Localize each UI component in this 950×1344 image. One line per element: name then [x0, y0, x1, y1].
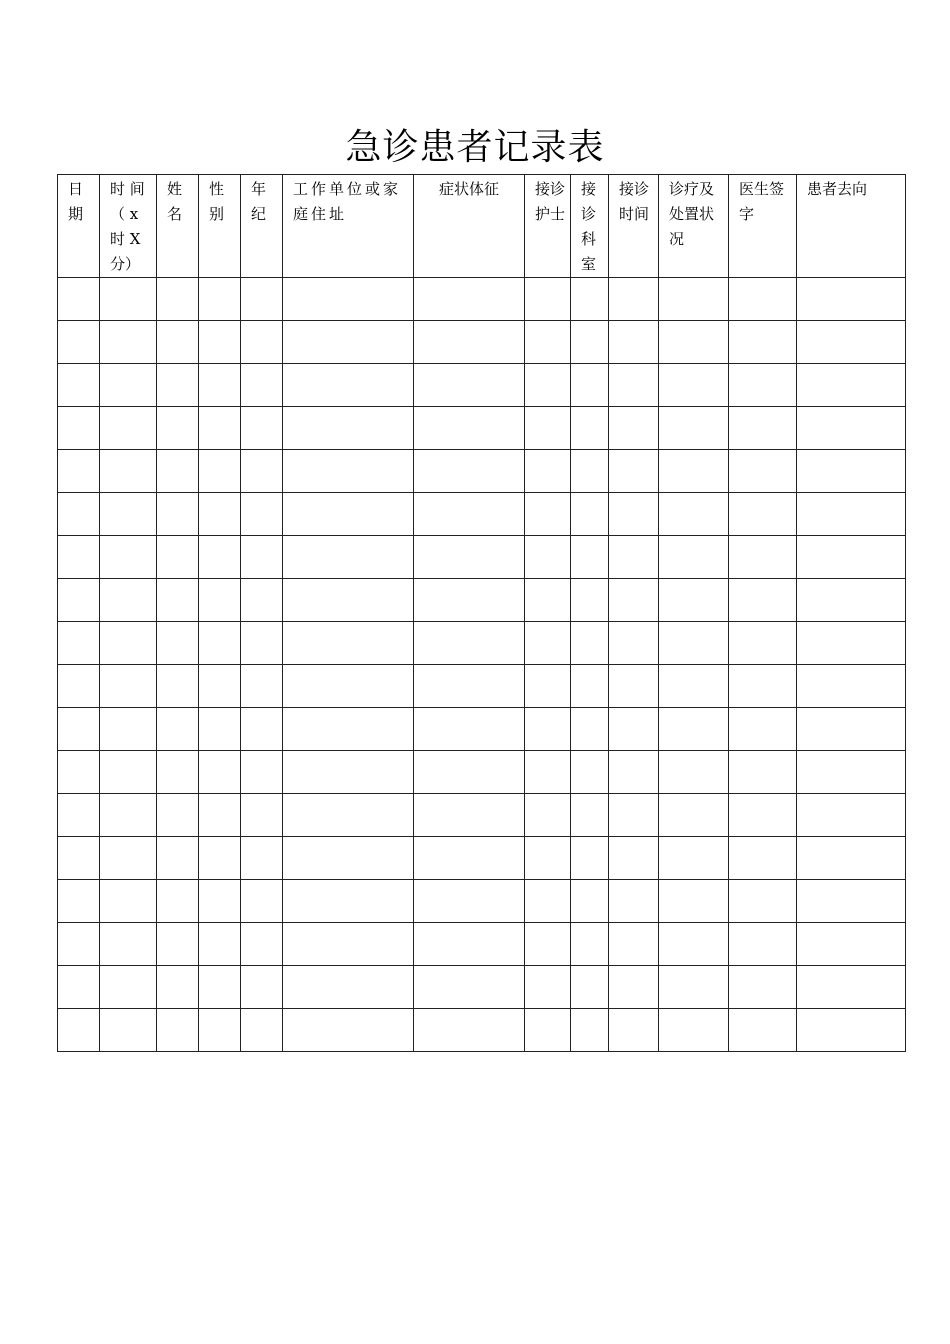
table-cell-doctor-signature[interactable] — [729, 966, 797, 1009]
table-cell-reception-time[interactable] — [609, 278, 659, 321]
table-cell-reception-time[interactable] — [609, 450, 659, 493]
table-cell-sex[interactable] — [199, 708, 241, 751]
table-cell-sex[interactable] — [199, 536, 241, 579]
table-cell-name[interactable] — [157, 665, 199, 708]
table-cell-age[interactable] — [241, 837, 283, 880]
table-cell-address[interactable] — [283, 579, 414, 622]
table-cell-name[interactable] — [157, 407, 199, 450]
table-cell-destination[interactable] — [797, 579, 906, 622]
table-cell-sex[interactable] — [199, 622, 241, 665]
table-cell-doctor-signature[interactable] — [729, 1009, 797, 1052]
column-header-treatment: 诊疗及处置状况 — [659, 175, 729, 278]
table-cell-doctor-signature[interactable] — [729, 880, 797, 923]
table-cell-nurse[interactable] — [525, 708, 571, 751]
table-cell-age[interactable] — [241, 579, 283, 622]
table-cell-treatment[interactable] — [659, 751, 729, 794]
table-cell-treatment[interactable] — [659, 794, 729, 837]
table-cell-date[interactable] — [58, 493, 100, 536]
table-cell-address[interactable] — [283, 622, 414, 665]
table-cell-nurse[interactable] — [525, 364, 571, 407]
table-cell-address[interactable] — [283, 665, 414, 708]
table-cell-treatment[interactable] — [659, 536, 729, 579]
table-cell-name[interactable] — [157, 493, 199, 536]
table-cell-date[interactable] — [58, 579, 100, 622]
table-cell-reception-time[interactable] — [609, 708, 659, 751]
table-cell-destination[interactable] — [797, 622, 906, 665]
table-cell-department[interactable] — [571, 579, 609, 622]
table-cell-address[interactable] — [283, 278, 414, 321]
table-cell-reception-time[interactable] — [609, 880, 659, 923]
table-row — [58, 364, 906, 407]
table-cell-treatment[interactable] — [659, 407, 729, 450]
table-cell-name[interactable] — [157, 364, 199, 407]
column-header-age: 年纪 — [241, 175, 283, 278]
table-cell-time[interactable] — [100, 579, 157, 622]
table-cell-destination[interactable] — [797, 278, 906, 321]
table-cell-destination[interactable] — [797, 708, 906, 751]
table-cell-department[interactable] — [571, 665, 609, 708]
table-cell-nurse[interactable] — [525, 665, 571, 708]
table-cell-age[interactable] — [241, 966, 283, 1009]
table-cell-destination[interactable] — [797, 794, 906, 837]
table-cell-age[interactable] — [241, 450, 283, 493]
table-cell-sex[interactable] — [199, 966, 241, 1009]
table-cell-time[interactable] — [100, 966, 157, 1009]
table-cell-date[interactable] — [58, 751, 100, 794]
table-cell-destination[interactable] — [797, 450, 906, 493]
table-cell-reception-time[interactable] — [609, 966, 659, 1009]
table-cell-date[interactable] — [58, 364, 100, 407]
table-cell-destination[interactable] — [797, 665, 906, 708]
table-cell-doctor-signature[interactable] — [729, 536, 797, 579]
table-cell-address[interactable] — [283, 321, 414, 364]
table-cell-reception-time[interactable] — [609, 1009, 659, 1052]
table-cell-nurse[interactable] — [525, 278, 571, 321]
table-row — [58, 450, 906, 493]
table-cell-symptoms[interactable] — [414, 493, 525, 536]
table-row — [58, 278, 906, 321]
table-row — [58, 794, 906, 837]
table-cell-sex[interactable] — [199, 923, 241, 966]
table-cell-name[interactable] — [157, 708, 199, 751]
table-cell-name[interactable] — [157, 579, 199, 622]
table-cell-nurse[interactable] — [525, 407, 571, 450]
table-cell-destination[interactable] — [797, 321, 906, 364]
table-cell-department[interactable] — [571, 923, 609, 966]
table-cell-nurse[interactable] — [525, 966, 571, 1009]
table-cell-date[interactable] — [58, 450, 100, 493]
column-header-time: 时 间 （ x 时 X 分） — [100, 175, 157, 278]
table-cell-time[interactable] — [100, 708, 157, 751]
table-cell-date[interactable] — [58, 278, 100, 321]
table-cell-symptoms[interactable] — [414, 837, 525, 880]
table-cell-treatment[interactable] — [659, 579, 729, 622]
column-header-nurse: 接诊护士 — [525, 175, 571, 278]
table-cell-treatment[interactable] — [659, 278, 729, 321]
table-cell-sex[interactable] — [199, 794, 241, 837]
table-cell-symptoms[interactable] — [414, 1009, 525, 1052]
table-cell-nurse[interactable] — [525, 493, 571, 536]
table-cell-sex[interactable] — [199, 493, 241, 536]
table-cell-nurse[interactable] — [525, 923, 571, 966]
table-cell-address[interactable] — [283, 536, 414, 579]
table-row — [58, 923, 906, 966]
table-cell-department[interactable] — [571, 536, 609, 579]
table-cell-nurse[interactable] — [525, 751, 571, 794]
table-cell-department[interactable] — [571, 450, 609, 493]
table-cell-age[interactable] — [241, 708, 283, 751]
table-cell-symptoms[interactable] — [414, 622, 525, 665]
table-row — [58, 751, 906, 794]
table-cell-name[interactable] — [157, 536, 199, 579]
table-cell-name[interactable] — [157, 450, 199, 493]
table-cell-department[interactable] — [571, 278, 609, 321]
table-cell-nurse[interactable] — [525, 880, 571, 923]
table-cell-destination[interactable] — [797, 837, 906, 880]
table-cell-time[interactable] — [100, 493, 157, 536]
table-cell-reception-time[interactable] — [609, 321, 659, 364]
table-cell-destination[interactable] — [797, 407, 906, 450]
table-cell-symptoms[interactable] — [414, 708, 525, 751]
table-row — [58, 321, 906, 364]
table-cell-date[interactable] — [58, 407, 100, 450]
table-cell-nurse[interactable] — [525, 450, 571, 493]
table-body — [58, 278, 906, 1052]
table-cell-age[interactable] — [241, 622, 283, 665]
table-cell-sex[interactable] — [199, 407, 241, 450]
table-cell-age[interactable] — [241, 665, 283, 708]
table-cell-date[interactable] — [58, 966, 100, 1009]
table-cell-age[interactable] — [241, 880, 283, 923]
table-cell-name[interactable] — [157, 278, 199, 321]
table-cell-doctor-signature[interactable] — [729, 450, 797, 493]
table-cell-department[interactable] — [571, 407, 609, 450]
table-cell-destination[interactable] — [797, 364, 906, 407]
table-cell-time[interactable] — [100, 364, 157, 407]
table-cell-doctor-signature[interactable] — [729, 622, 797, 665]
table-cell-age[interactable] — [241, 1009, 283, 1052]
table-cell-department[interactable] — [571, 966, 609, 1009]
table-cell-date[interactable] — [58, 794, 100, 837]
table-cell-destination[interactable] — [797, 536, 906, 579]
table-cell-name[interactable] — [157, 880, 199, 923]
column-header-reception-time: 接诊时间 — [609, 175, 659, 278]
table-cell-address[interactable] — [283, 751, 414, 794]
table-cell-date[interactable] — [58, 708, 100, 751]
table-cell-department[interactable] — [571, 364, 609, 407]
table-cell-doctor-signature[interactable] — [729, 794, 797, 837]
table-cell-symptoms[interactable] — [414, 751, 525, 794]
table-cell-treatment[interactable] — [659, 493, 729, 536]
table-cell-date[interactable] — [58, 665, 100, 708]
table-cell-doctor-signature[interactable] — [729, 321, 797, 364]
table-cell-reception-time[interactable] — [609, 536, 659, 579]
table-cell-name[interactable] — [157, 622, 199, 665]
table-cell-doctor-signature[interactable] — [729, 837, 797, 880]
table-row — [58, 837, 906, 880]
table-cell-time[interactable] — [100, 321, 157, 364]
table-cell-nurse[interactable] — [525, 622, 571, 665]
table-cell-address[interactable] — [283, 837, 414, 880]
table-cell-sex[interactable] — [199, 321, 241, 364]
table-cell-reception-time[interactable] — [609, 794, 659, 837]
table-cell-treatment[interactable] — [659, 364, 729, 407]
table-cell-doctor-signature[interactable] — [729, 579, 797, 622]
table-cell-address[interactable] — [283, 407, 414, 450]
table-cell-reception-time[interactable] — [609, 837, 659, 880]
table-cell-date[interactable] — [58, 837, 100, 880]
table-cell-department[interactable] — [571, 622, 609, 665]
column-header-sex: 性别 — [199, 175, 241, 278]
table-cell-nurse[interactable] — [525, 579, 571, 622]
table-cell-reception-time[interactable] — [609, 407, 659, 450]
table-cell-name[interactable] — [157, 1009, 199, 1052]
table-cell-time[interactable] — [100, 278, 157, 321]
column-header-destination: 患者去向 — [797, 175, 906, 278]
table-row — [58, 665, 906, 708]
table-cell-date[interactable] — [58, 321, 100, 364]
column-header-date: 日期 — [58, 175, 100, 278]
table-cell-address[interactable] — [283, 794, 414, 837]
table-cell-nurse[interactable] — [525, 1009, 571, 1052]
table-cell-sex[interactable] — [199, 1009, 241, 1052]
table-cell-symptoms[interactable] — [414, 880, 525, 923]
table-cell-sex[interactable] — [199, 751, 241, 794]
table-cell-department[interactable] — [571, 751, 609, 794]
table-cell-address[interactable] — [283, 1009, 414, 1052]
table-cell-symptoms[interactable] — [414, 407, 525, 450]
emergency-record-table — [57, 174, 906, 1052]
table-cell-date[interactable] — [58, 880, 100, 923]
table-cell-reception-time[interactable] — [609, 751, 659, 794]
table-cell-destination[interactable] — [797, 966, 906, 1009]
table-cell-sex[interactable] — [199, 837, 241, 880]
table-row — [58, 880, 906, 923]
table-cell-reception-time[interactable] — [609, 923, 659, 966]
table-cell-age[interactable] — [241, 923, 283, 966]
table-cell-date[interactable] — [58, 536, 100, 579]
table-cell-address[interactable] — [283, 450, 414, 493]
table-cell-treatment[interactable] — [659, 321, 729, 364]
table-cell-age[interactable] — [241, 278, 283, 321]
table-cell-sex[interactable] — [199, 364, 241, 407]
table-cell-age[interactable] — [241, 536, 283, 579]
table-cell-nurse[interactable] — [525, 794, 571, 837]
table-cell-address[interactable] — [283, 364, 414, 407]
table-cell-destination[interactable] — [797, 923, 906, 966]
table-cell-nurse[interactable] — [525, 321, 571, 364]
table-cell-treatment[interactable] — [659, 708, 729, 751]
table-cell-name[interactable] — [157, 321, 199, 364]
table-cell-age[interactable] — [241, 321, 283, 364]
table-cell-age[interactable] — [241, 751, 283, 794]
table-cell-time[interactable] — [100, 665, 157, 708]
table-cell-symptoms[interactable] — [414, 364, 525, 407]
table-cell-doctor-signature[interactable] — [729, 665, 797, 708]
table-cell-destination[interactable] — [797, 880, 906, 923]
table-row — [58, 407, 906, 450]
table-cell-date[interactable] — [58, 622, 100, 665]
table-cell-time[interactable] — [100, 837, 157, 880]
table-row — [58, 536, 906, 579]
page-title: 急诊患者记录表 — [345, 127, 605, 168]
table-cell-treatment[interactable] — [659, 622, 729, 665]
table-cell-reception-time[interactable] — [609, 493, 659, 536]
table-cell-department[interactable] — [571, 794, 609, 837]
table-cell-symptoms[interactable] — [414, 579, 525, 622]
table-cell-time[interactable] — [100, 751, 157, 794]
table-cell-sex[interactable] — [199, 278, 241, 321]
table-cell-time[interactable] — [100, 407, 157, 450]
table-row — [58, 622, 906, 665]
table-cell-nurse[interactable] — [525, 837, 571, 880]
table-cell-time[interactable] — [100, 536, 157, 579]
table-cell-department[interactable] — [571, 708, 609, 751]
table-cell-date[interactable] — [58, 1009, 100, 1052]
table-cell-age[interactable] — [241, 364, 283, 407]
table-cell-nurse[interactable] — [525, 536, 571, 579]
table-cell-department[interactable] — [571, 321, 609, 364]
table-cell-department[interactable] — [571, 880, 609, 923]
column-header-symptoms: 症状体征 — [414, 175, 525, 278]
table-cell-symptoms[interactable] — [414, 794, 525, 837]
table-row — [58, 966, 906, 1009]
table-cell-name[interactable] — [157, 751, 199, 794]
table-row — [58, 708, 906, 751]
table-cell-sex[interactable] — [199, 665, 241, 708]
table-cell-doctor-signature[interactable] — [729, 407, 797, 450]
column-header-department: 接诊科室 — [571, 175, 609, 278]
table-cell-doctor-signature[interactable] — [729, 493, 797, 536]
table-cell-age[interactable] — [241, 794, 283, 837]
table-cell-doctor-signature[interactable] — [729, 708, 797, 751]
table-cell-address[interactable] — [283, 708, 414, 751]
table-cell-address[interactable] — [283, 923, 414, 966]
table-cell-treatment[interactable] — [659, 1009, 729, 1052]
table-cell-time[interactable] — [100, 794, 157, 837]
table-cell-destination[interactable] — [797, 1009, 906, 1052]
table-cell-department[interactable] — [571, 837, 609, 880]
table-cell-doctor-signature[interactable] — [729, 364, 797, 407]
table-cell-time[interactable] — [100, 450, 157, 493]
table-cell-time[interactable] — [100, 622, 157, 665]
table-cell-address[interactable] — [283, 966, 414, 1009]
table-cell-symptoms[interactable] — [414, 923, 525, 966]
table-cell-sex[interactable] — [199, 880, 241, 923]
table-cell-symptoms[interactable] — [414, 966, 525, 1009]
table-cell-name[interactable] — [157, 837, 199, 880]
table-cell-reception-time[interactable] — [609, 364, 659, 407]
table-cell-treatment[interactable] — [659, 665, 729, 708]
column-header-address: 工作单位或家庭住址 — [283, 175, 414, 278]
table-cell-name[interactable] — [157, 794, 199, 837]
table-cell-time[interactable] — [100, 1009, 157, 1052]
table-cell-reception-time[interactable] — [609, 622, 659, 665]
table-cell-symptoms[interactable] — [414, 536, 525, 579]
table-cell-destination[interactable] — [797, 493, 906, 536]
table-cell-treatment[interactable] — [659, 923, 729, 966]
table-row — [58, 493, 906, 536]
column-header-name: 姓名 — [157, 175, 199, 278]
table-cell-destination[interactable] — [797, 751, 906, 794]
table-cell-time[interactable] — [100, 923, 157, 966]
table-cell-treatment[interactable] — [659, 966, 729, 1009]
table-cell-sex[interactable] — [199, 579, 241, 622]
table-row — [58, 1009, 906, 1052]
table-row — [58, 579, 906, 622]
table-cell-symptoms[interactable] — [414, 278, 525, 321]
column-header-doctor-signature: 医生签字 — [729, 175, 797, 278]
table-cell-doctor-signature[interactable] — [729, 278, 797, 321]
table-cell-address[interactable] — [283, 880, 414, 923]
table-cell-treatment[interactable] — [659, 450, 729, 493]
table-cell-age[interactable] — [241, 493, 283, 536]
table-cell-sex[interactable] — [199, 450, 241, 493]
table-cell-date[interactable] — [58, 923, 100, 966]
table-cell-symptoms[interactable] — [414, 665, 525, 708]
table-cell-reception-time[interactable] — [609, 665, 659, 708]
table-cell-symptoms[interactable] — [414, 321, 525, 364]
table-cell-treatment[interactable] — [659, 880, 729, 923]
table-cell-symptoms[interactable] — [414, 450, 525, 493]
table-cell-doctor-signature[interactable] — [729, 751, 797, 794]
table-cell-address[interactable] — [283, 493, 414, 536]
table-cell-name[interactable] — [157, 966, 199, 1009]
table-cell-age[interactable] — [241, 407, 283, 450]
table-cell-time[interactable] — [100, 880, 157, 923]
table-cell-reception-time[interactable] — [609, 579, 659, 622]
table-cell-department[interactable] — [571, 493, 609, 536]
table-cell-treatment[interactable] — [659, 837, 729, 880]
table-cell-name[interactable] — [157, 923, 199, 966]
header-row — [58, 175, 906, 278]
table-cell-department[interactable] — [571, 1009, 609, 1052]
table-cell-doctor-signature[interactable] — [729, 923, 797, 966]
